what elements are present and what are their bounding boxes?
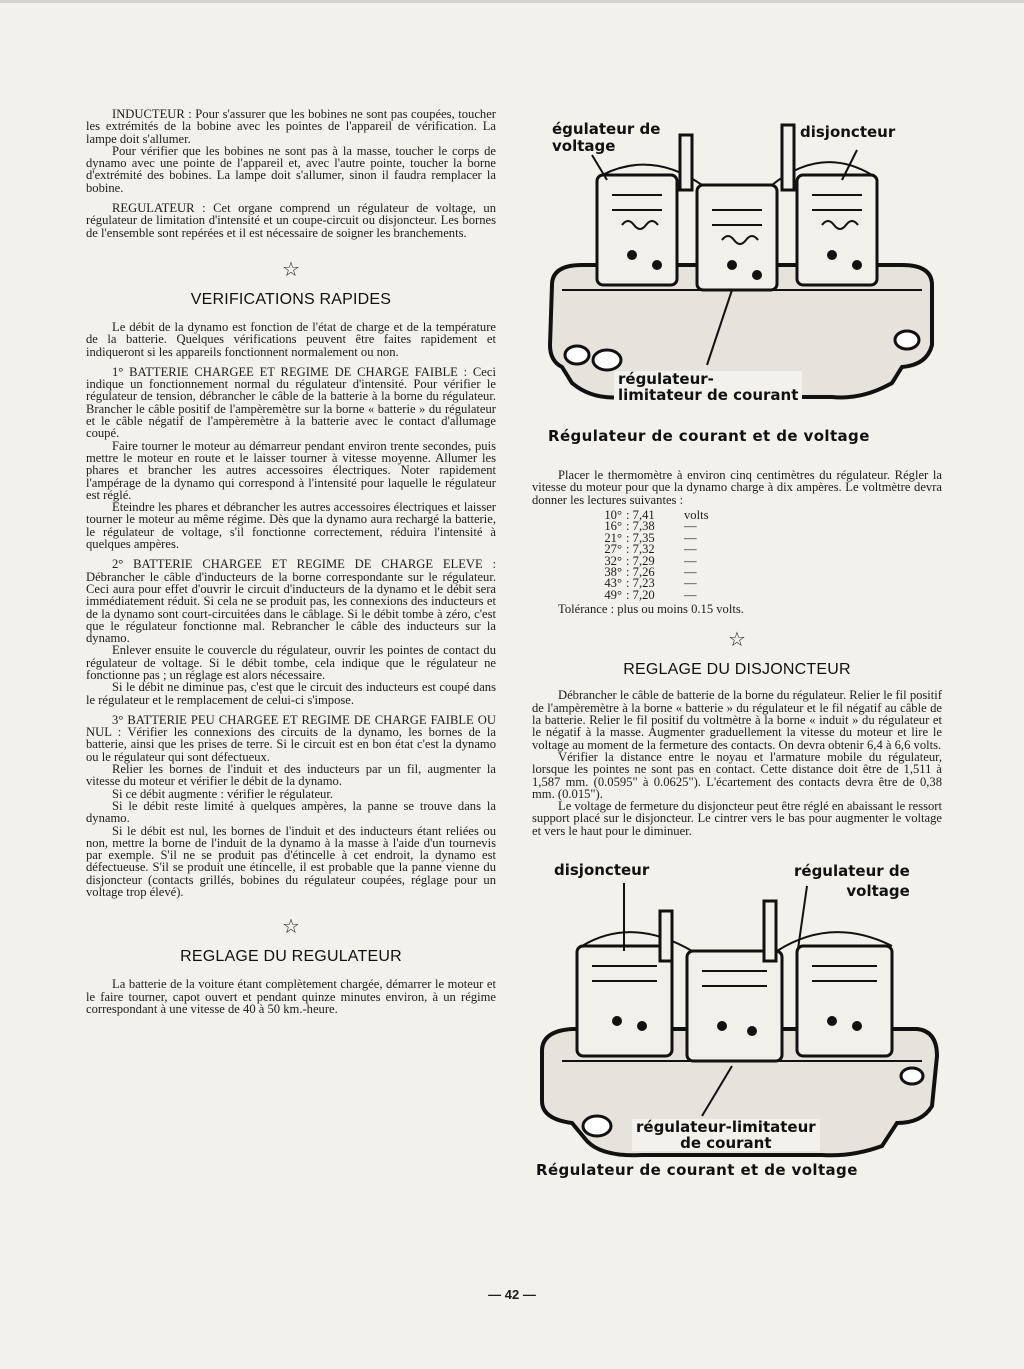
reading-voltage: : 7,20 <box>626 587 655 602</box>
paragraph-disjoncteur-1: Débrancher le câble de batterie de la borne du régulateur. Relier le fil positif de l'ampèremètre à la borne « batterie » du régulateur et le fil négatif au câble de la batterie. Relier le fil positif du voltmètre à la borne « induit » du régulateur et le négatif à la masse. Augmenter graduellement la vitesse du moteur et lire le voltage au moment de la fermeture des contacts. On devra obtenir 6,4 à 6,6 volts. <box>532 688 942 752</box>
reading-temperature: 38° <box>604 564 622 579</box>
reading-temperature: 43° <box>604 576 622 591</box>
voltage-reading-row <box>590 587 942 602</box>
paragraph-disjoncteur-2: Vérifier la distance entre le noyau et l'armature mobile du régulateur, lorsque les pointes ne sont pas en contact. Cette distance doit être de 1,511 à 1,587 mm. (0.0595" à 0.0625"). L'écartement des contacts devra être de 0,38 mm. (0.015"). <box>532 749 942 801</box>
star-ornament-3: ☆ <box>728 627 746 652</box>
paragraph-disjoncteur-3: Le voltage de fermeture du disjoncteur peut être réglé en abaissant le ressort support placé sur le disjoncteur. Le cintrer vers le bas pour augmenter le voltage et vers le haut pour le diminuer. <box>532 799 942 838</box>
left-column <box>86 108 496 1015</box>
regulator-illustration-1 <box>532 115 942 415</box>
reading-temperature: 32° <box>604 553 622 568</box>
reading-temperature: 16° <box>604 519 622 534</box>
reading-unit: — <box>684 519 697 534</box>
reading-voltage: : 7,23 <box>626 576 655 591</box>
reading-voltage: : 7,29 <box>626 553 655 568</box>
figure-regulateur-2 <box>532 861 942 1191</box>
reading-voltage: : 7,38 <box>626 519 655 534</box>
right-column <box>532 115 942 1191</box>
reading-unit: — <box>684 587 697 602</box>
reading-unit: — <box>684 564 697 579</box>
paragraph-cas-3-augmente: Si ce débit augmente : vérifier le régulateur. <box>112 786 333 801</box>
reading-unit: — <box>684 542 697 557</box>
star-ornament: ☆ <box>282 256 300 281</box>
regulator-illustration-2 <box>532 861 942 1161</box>
reading-unit: — <box>684 530 697 545</box>
paragraph-cas-1-moteur: Faire tourner le moteur au démarreur pendant environ trente secondes, puis mettre le moteur en route et le laisser tourner à vitesse moyenne. Allumer les phares et brancher les autres accessoires électriques. Noter rapidement l'ampérage de la dynamo qui correspond à l'intensité pour laquelle le régulateur est réglé. <box>86 438 496 502</box>
reading-temperature: 21° <box>604 530 622 545</box>
reading-temperature: 49° <box>604 587 622 602</box>
paragraph-thermometre: Placer le thermomètre à environ cinq centimètres du régulateur. Régler la vitesse du moteur pour que la dynamo charge à dix ampères. Le voltmètre devra donner les lectures suivantes : <box>532 468 942 507</box>
fig2-caption: Régulateur de courant et de voltage <box>536 1161 858 1179</box>
paragraph-cas-1: 1° BATTERIE CHARGEE ET REGIME DE CHARGE FAIBLE : Ceci indique un fonctionnement normal du régulateur d'intensité. Pour vérifier le régulateur de tension, débrancher le câble de la batterie à la borne du régulateur. Brancher le câble positif de l'ampèremètre sur la borne « batterie » du régulateur et le câble négatif de l'ampèremètre à la batterie avec le contact d'allumage coupé. <box>86 364 496 441</box>
fig2-label-regulateur-voltage: régulateur de voltage <box>794 862 910 900</box>
paragraph-debit: Le débit de la dynamo est fonction de l'état de charge et de la température de la batterie. Quelques vérifications peuvent être faites rapidement et indiqueront si les appareils fonctionnent normalement ou non. <box>86 319 496 359</box>
paragraph-cas-3-relier: Relier les bornes de l'induit et des inducteurs par un fil, augmenter la vitesse du moteur et vérifier le débit de la dynamo. <box>86 762 496 789</box>
paragraph-cas-2-debit: Si le débit ne diminue pas, c'est que le circuit des inducteurs est coupé dans le régulateur et le remplacement de celui-ci s'impose. <box>86 680 496 707</box>
reading-unit: volts <box>684 507 709 522</box>
reading-voltage: : 7,41 <box>626 507 655 522</box>
paragraph-inducteur-masse: Pour vérifier que les bobines ne sont pas à la masse, toucher le corps de dynamo avec une pointe de l'appareil et, avec l'autre pointe, toucher la borne d'extrémité des bobines. La lampe doit s'allumer, sinon il faudra remplacer la bobine. <box>86 143 496 195</box>
reading-voltage: : 7,32 <box>626 542 655 557</box>
paragraph-cas-3: 3° BATTERIE PEU CHARGEE ET REGIME DE CHARGE FAIBLE OU NUL : Vérifier les connexions des circuits de la dynamo, les bornes de la batterie, ainsi que les prises de terre. Si le circuit est en bon état c'est la dynamo ou le régulateur qui sont défectueux. <box>86 712 496 764</box>
paragraph-cas-3-limite: Si le débit reste limité à quelques ampères, la panne se trouve dans la dynamo. <box>86 798 496 826</box>
reading-unit: — <box>684 553 697 568</box>
fig1-label-disjoncteur: disjoncteur <box>800 123 896 141</box>
paragraph-inducteur: INDUCTEUR : Pour s'assurer que les bobines ne sont pas coupées, toucher les extrémités de la bobine avec les pointes de l'appareil de vérification. La lampe doit s'allumer. <box>86 107 496 146</box>
top-edge <box>0 0 1024 3</box>
paragraph-cas-1-phares: Eteindre les phares et débrancher les autres accessoires électriques et laisser tourner le moteur au même régime. Dès que la dynamo aura rechargé la batterie, le régulateur de voltage, s'il fonctionne correctement, réduira l'intensité à quelques ampères. <box>86 500 496 552</box>
heading-reglage-disjoncteur: REGLAGE DU DISJONCTEUR <box>623 661 851 679</box>
reading-temperature: 27° <box>604 542 622 557</box>
reading-voltage: : 7,26 <box>626 564 655 579</box>
reading-temperature: 10° <box>604 507 622 522</box>
paragraph-cas-3-nul: Si le débit est nul, les bornes de l'induit et des inducteurs étant reliées ou non, mettre la borne de l'induit de la dynamo à la masse à l'aide d'un tournevis par exemple. S'il ne se produit pas d'étincelle à cet endroit, la dynamo est défectueuse. S'il se produit une étincelle, il est probable que la panne vienne du disjoncteur (contacts grillés, bobines du régulateur coupées, réglage pour un voltage trop élevé). <box>86 823 496 900</box>
paragraph-cas-2-couvercle: Enlever ensuite le couvercle du régulateur, ouvrir les pointes de contact du régulateur de voltage. Si le débit tombe, cela indique que le régulateur ne fonctionne pas ; un réglage est alors nécessaire. <box>86 643 496 682</box>
fig1-label-regulateur-courant: régulateur- limitateur de courant <box>614 371 802 403</box>
heading-verifications-rapides: VERIFICATIONS RAPIDES <box>190 290 392 308</box>
voltage-readings-table <box>590 507 942 602</box>
fig1-label-regulateur-voltage: égulateur de voltage <box>552 120 661 155</box>
paragraph-cas-2: 2° BATTERIE CHARGEE ET REGIME DE CHARGE ELEVE : Débrancher le câble d'inducteurs de la borne correspondante sur le régulateur. Ceci aura pour effet d'ouvrir le circuit d'inducteurs de la dynamo et le débit sera immédiatement réduit. Si cela ne se produit pas, les connexions des inducteurs et de la dynamo sont court-circuitées dans le câblage. Si le débit tombe à zéro, c'est que le régulateur fonctionne mal. Rebrancher le câble des inducteurs sur la dynamo. <box>86 557 496 646</box>
figure-regulateur-1 <box>532 115 942 455</box>
fig2-label-disjoncteur: disjoncteur <box>554 861 650 879</box>
reading-unit: — <box>684 576 697 591</box>
fig2-label-regulateur-courant: régulateur-limitateur de courant <box>632 1119 820 1151</box>
heading-reglage-regulateur: REGLAGE DU REGULATEUR <box>180 948 402 966</box>
paragraph-regulateur: REGULATEUR : Cet organe comprend un régulateur de voltage, un régulateur de limitation d'intensité et un coupe-circuit ou disjoncteur. Les bornes de l'ensemble sont repérées et il est nécessaire de soigner les branchements. <box>86 201 496 240</box>
reading-voltage: : 7,35 <box>626 530 655 545</box>
paragraph-tolerance: Tolérance : plus ou moins 0.15 volts. <box>558 602 744 617</box>
star-ornament-2: ☆ <box>282 914 300 939</box>
fig1-caption: Régulateur de courant et de voltage <box>548 427 870 445</box>
paragraph-reglage-regulateur: La batterie de la voiture étant complètement chargée, démarrer le moteur et le faire tourner, capot ouvert et pendant quinze minutes environ, à un régime correspondant à une vitesse de 40 à 50 km.-heure. <box>86 977 496 1016</box>
page-number: — 42 — <box>488 1287 536 1302</box>
